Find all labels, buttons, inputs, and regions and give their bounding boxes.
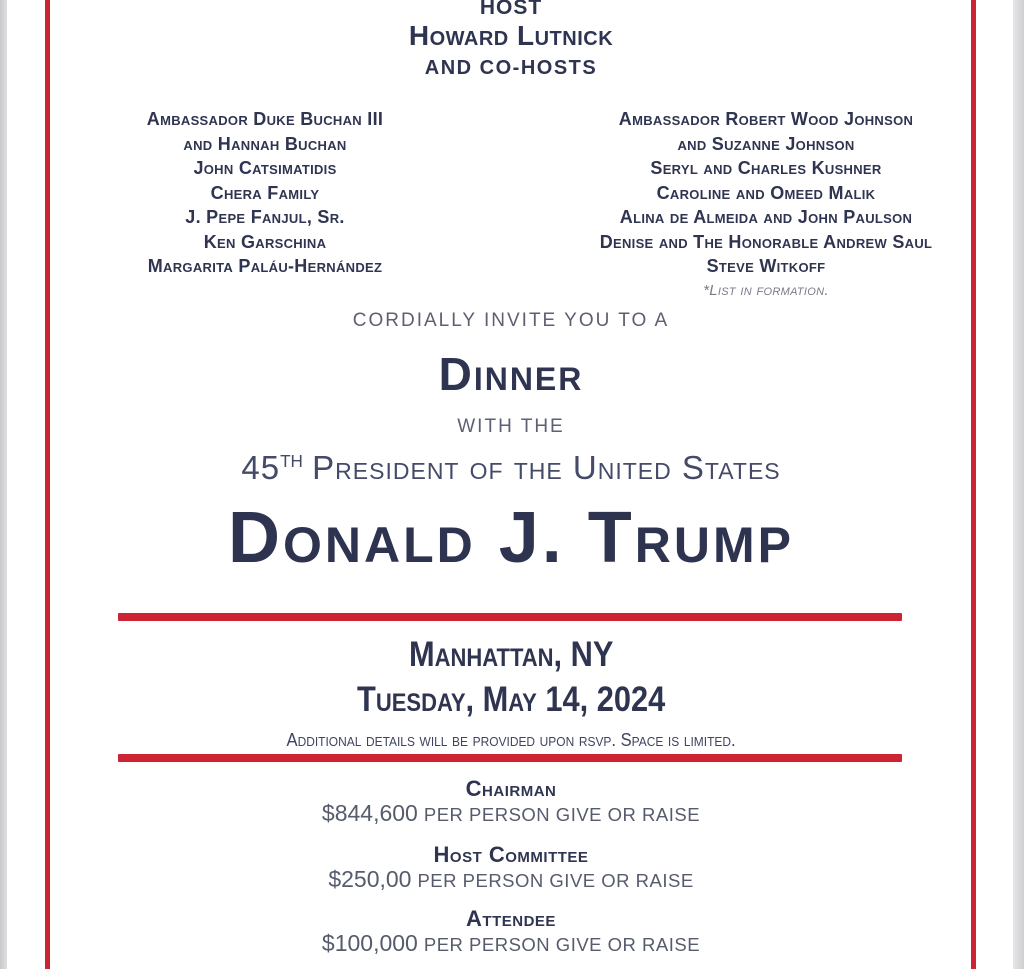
tier-amount-suffix: PER PERSON GIVE OR RAISE — [423, 804, 701, 825]
tier-amount-suffix: PER PERSON GIVE OR RAISE — [423, 934, 701, 955]
tier-chairman-name: Chairman — [465, 776, 557, 801]
tier-amount-value: $100,000 — [321, 930, 418, 956]
cohost-name: Alina de Almeida and John Paulson — [619, 207, 913, 227]
tier-host-committee-amount — [50, 865, 972, 895]
cohost-name: Seryl and Charles Kushner — [650, 158, 882, 178]
cohost-name: J. Pepe Fanjul, Sr. — [185, 207, 345, 227]
invite-line: CORDIALLY INVITE YOU TO A — [352, 310, 670, 331]
honoree-name: Donald J. Trump — [227, 498, 794, 578]
tier-amount-suffix: PER PERSON GIVE OR RAISE — [417, 870, 694, 891]
cohost-column-left — [50, 107, 480, 303]
tier-chairman-amount — [50, 799, 972, 829]
scan-edge-right — [1013, 0, 1024, 969]
tier-attendee-name: Attendee — [466, 906, 556, 931]
cohosts-label: AND CO-HOSTS — [424, 57, 598, 79]
title-rest: President of the United States — [312, 449, 781, 486]
cohost-name: Ambassador Duke Buchan III — [146, 109, 384, 129]
tier-host-committee-name: Host Committee — [433, 842, 589, 867]
with-the-line: WITH THE — [457, 416, 565, 437]
divider-line-top — [118, 613, 902, 621]
cohost-name: Ambassador Robert Wood Johnson — [618, 109, 914, 129]
scan-edge-left — [0, 0, 7, 969]
divider-line-bottom — [118, 754, 902, 762]
cohost-columns — [50, 107, 972, 303]
cohost-name: Steve Witkoff — [706, 256, 826, 276]
title-ordinal: TH — [280, 450, 303, 471]
tier-attendee-amount — [50, 929, 972, 959]
cohost-name: Margarita Paláu-Hernández — [147, 256, 383, 276]
cohost-name: and Hannah Buchan — [183, 133, 347, 154]
tier-amount-value: $844,600 — [321, 800, 418, 826]
cohost-name: Ken Garschina — [203, 231, 327, 252]
cohost-name: John Catsimatidis — [193, 158, 337, 178]
host-label: HOST — [479, 0, 543, 19]
cohost-column-right — [560, 107, 972, 303]
cohost-name: Caroline and Omeed Malik — [656, 182, 876, 203]
cohost-name: and Suzanne Johnson — [677, 133, 855, 154]
tier-amount-value: $250,00 — [328, 866, 412, 892]
event-location: Manhattan, NY — [408, 635, 614, 674]
title-number: 45 — [241, 449, 281, 486]
rsvp-note: Additional details will be provided upon rsvp. Space is limited. — [286, 730, 736, 750]
cohost-name: Chera Family — [210, 182, 320, 203]
president-title-line — [50, 448, 972, 493]
cohost-name: Denise and The Honorable Andrew Saul — [599, 231, 933, 252]
event-date: Tuesday, May 14, 2024 — [356, 680, 666, 719]
host-name: Howard Lutnick — [408, 20, 614, 51]
list-in-formation-note: *List in formation. — [703, 281, 829, 299]
event-title: Dinner — [438, 348, 584, 400]
